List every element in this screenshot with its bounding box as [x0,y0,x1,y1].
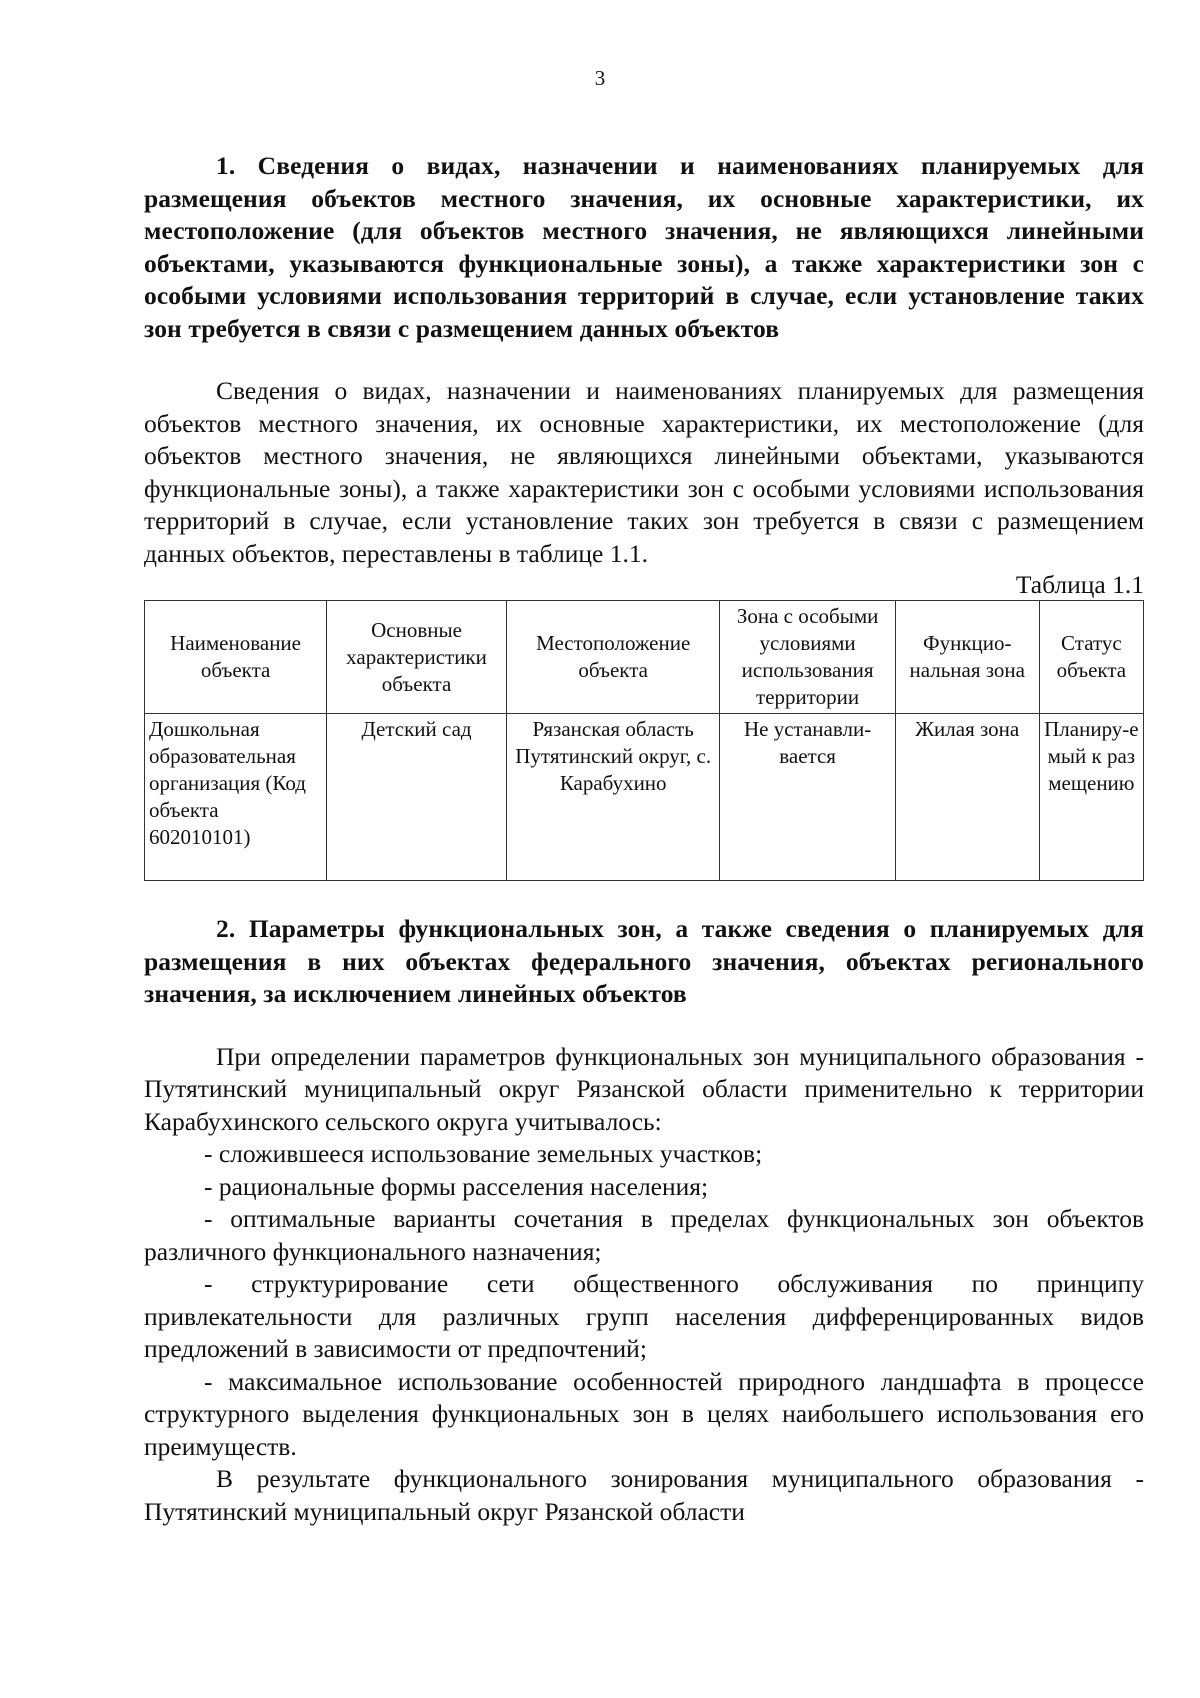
table-cell-location: Рязанская область Путятинский округ, с. Карабухино [506,714,720,881]
section-2-intro: При определении параметров функциональных зон муниципального образования - Путятинский муниципальный округ Рязанской области применительно к территории Карабухинского сельского округа учитывалось: [144,1041,1144,1136]
table-row [145,714,1144,881]
list-item: - максимальное использование особенностей природного ландшафта в процессе структурного выделения функциональных зон в целях наибольшего использования его преимуществ. [144,1366,1144,1461]
table-cell-special-zone: Не устанавли-вается [720,714,895,881]
table-cell-characteristics: Детский сад [327,714,507,881]
section-1-paragraph: Сведения о видах, назначении и наименованиях планируемых для размещения объектов местного значения, их основные характеристики, их местоположение (для объектов местного значения, не являющихся линейными объектами, указываются функциональные зоны), а также характеристики зон с особыми условиями использования территорий в случае, если установление таких зон требуется в связи с размещением данных объектов, переставлены в таблице 1.1. [144,376,1144,568]
section-2-heading: 2. Параметры функциональных зон, а также сведения о планируемых для размещения в них объектах федерального значения, объектах регионального значения, за исключением линейных объектов [144,914,1144,1008]
column-header-name: Наименование объекта [145,601,327,714]
section-1-heading: 1. Сведения о видах, назначении и наименованиях планируемых для размещения объектов местного значения, их основные характеристики, их местоположение (для объектов местного значения, не являющихся линейными объектами, указываются функциональные зоны), а также характеристики зон с особыми условиями использования территорий в случае, если установление таких зон требуется в связи с размещением данных объектов [144,151,1144,343]
table-caption: Таблица 1.1 [1015,570,1144,599]
objects-table [144,600,1144,881]
section-2-closing: В результате функционального зонирования муниципального образования - Путятинский муниципальный округ Рязанской области [144,1464,1144,1526]
column-header-characteristics: Основные характеристики объекта [327,601,507,714]
document-body [144,150,1144,1528]
list-item: - сложившееся использование земельных участков; [204,1139,763,1168]
column-header-status: Статус объекта [1039,601,1143,714]
table-header-row [145,601,1144,714]
column-header-location: Местоположение объекта [506,601,720,714]
column-header-special-zone: Зона с особыми условиями использования территории [720,601,895,714]
page-number: 3 [594,66,606,90]
table-cell-status: Планиру-емый к размещению [1039,714,1143,881]
table-cell-functional-zone: Жилая зона [895,714,1039,881]
list-item: - рациональные формы расселения населения; [204,1171,709,1201]
table-cell-name: Дошкольная образовательная организация (Код объекта 602010101) [145,714,327,881]
list-item: - оптимальные варианты сочетания в пределах функциональных зон объектов различного функционального назначения; [144,1204,1144,1266]
column-header-functional-zone: Функцио-нальная зона [895,601,1039,714]
list-item: - структурирование сети общественного обслуживания по принципу привлекательности для различных групп населения дифференцированных видов предложений в зависимости от предпочтений; [144,1269,1144,1363]
